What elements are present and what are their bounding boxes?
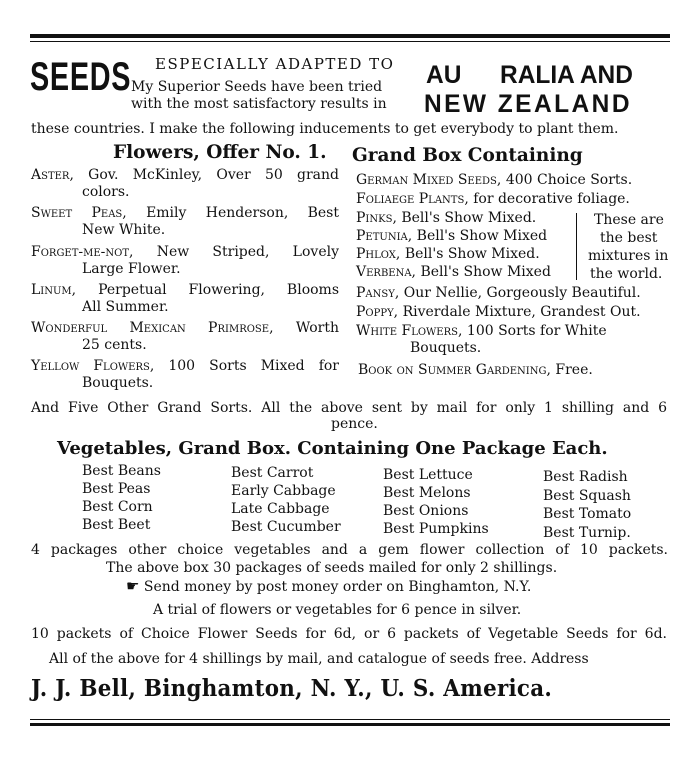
grand-item <box>356 265 551 279</box>
header-line3: with the most satisfactory results in <box>131 96 387 112</box>
flower-item-line2: 25 cents. <box>82 337 147 353</box>
grand-item <box>356 229 547 243</box>
veg-item: Best Turnip. <box>543 525 631 541</box>
top-rule-thin <box>30 41 670 42</box>
bracket-note-line: the world. <box>590 266 663 282</box>
grand-item-text: for decorative foliage. <box>473 191 630 207</box>
veg-item: Late Cabbage <box>231 501 330 517</box>
grand-item <box>356 324 607 338</box>
seeds-heading: SEEDS <box>30 55 132 99</box>
grand-item-text: Free. <box>555 362 593 378</box>
grand-item-name: Pinks, <box>356 210 397 226</box>
grand-item-text: 400 Choice Sorts. <box>505 172 633 188</box>
flower-item-line <box>31 359 339 373</box>
flower-desc: 100 Sorts Mixed for <box>168 358 339 374</box>
flower-desc: New Striped, Lovely <box>156 244 339 260</box>
veg-item: Best Peas <box>82 481 151 497</box>
flower-item-line <box>31 283 339 297</box>
grand-item <box>356 173 632 187</box>
closing-line3-text: Send money by post money order on Binghamton, N.Y. <box>143 579 532 595</box>
bracket-note-line: These are <box>594 212 664 228</box>
flower-item-line <box>31 321 339 335</box>
flower-desc: Emily Henderson, Best <box>146 205 339 221</box>
grand-item-text: 100 Sorts for White <box>466 323 607 339</box>
grand-item-text: Bell's Show Mixed. <box>401 210 537 226</box>
header-line4: these countries. I make the following inducements to get everybody to plant them. <box>31 121 619 137</box>
veg-item: Best Lettuce <box>383 467 473 483</box>
grand-item-name: German Mixed Seeds, <box>356 172 502 188</box>
header-especially: ESPECIALLY ADAPTED TO <box>155 55 395 73</box>
flower-name: Forget-me-not, <box>31 244 134 260</box>
veg-item: Best Pumpkins <box>383 521 489 537</box>
flower-name: Linum, <box>31 282 77 298</box>
veg-item: Best Carrot <box>231 465 314 481</box>
flower-desc: Worth <box>295 320 340 336</box>
flowers-heading: Flowers, Offer No. 1. <box>113 142 327 163</box>
grand-item <box>356 211 536 225</box>
flower-desc: Gov. McKinley, Over 50 grand <box>88 167 339 183</box>
grand-item-name: Phlox, <box>356 246 401 262</box>
five-other-line2: pence. <box>331 416 378 432</box>
veg-item: Best Melons <box>383 485 471 501</box>
grand-item-line2: Bouquets. <box>410 340 482 356</box>
closing-line5: 10 packets of Choice Flower Seeds for 6d, or 6 packets of Vegetable Seeds for 6d. <box>31 626 667 642</box>
grand-item-text: Bell's Show Mixed <box>416 228 548 244</box>
closing-line3 <box>126 579 531 594</box>
grand-item <box>356 247 540 261</box>
flower-item-line2: Large Flower. <box>82 261 181 277</box>
grand-item <box>356 305 641 319</box>
five-other-line1: And Five Other Grand Sorts. All the above sent by mail for only 1 shilling and 6 <box>31 400 667 416</box>
grand-item-text: Bell's Show Mixed. <box>404 246 540 262</box>
flower-item-line2: Bouquets. <box>82 375 154 391</box>
closing-line1: 4 packages other choice vegetables and a gem flower collection of 10 packets. <box>31 542 668 558</box>
flower-item-line <box>31 206 339 220</box>
flower-item-line <box>31 168 339 182</box>
grand-item-name: Poppy, <box>356 304 399 320</box>
closing-line2: The above box 30 packages of seeds mailed for only 2 shillings. <box>106 560 558 576</box>
grand-item <box>356 192 630 206</box>
grand-item-name: Foliaege Plants, <box>356 191 469 207</box>
veg-item: Best Beet <box>82 517 151 533</box>
header-line2: My Superior Seeds have been tried <box>131 79 383 95</box>
bottom-rule-thin <box>30 719 670 720</box>
grand-item-text: Our Nellie, Gorgeously Beautiful. <box>403 285 641 301</box>
bottom-rule-thick <box>30 723 670 726</box>
flower-item-line2: All Summer. <box>82 299 169 315</box>
bracket-divider <box>576 213 577 280</box>
veg-item: Early Cabbage <box>231 483 336 499</box>
grand-item-text: Riverdale Mixture, Grandest Out. <box>402 304 641 320</box>
grand-box-heading: Grand Box Containing <box>352 145 583 166</box>
grand-item-name: Book on Summer Gardening, <box>358 362 551 378</box>
flower-name: Sweet Peas, <box>31 205 127 221</box>
grand-item <box>356 286 641 300</box>
grand-item-name: Pansy, <box>356 285 400 301</box>
veg-item: Best Onions <box>383 503 469 519</box>
grand-item <box>358 363 593 377</box>
veg-item: Best Beans <box>82 463 161 479</box>
header-australia-left: AU <box>426 61 462 89</box>
veg-item: Best Corn <box>82 499 153 515</box>
veg-item: Best Radish <box>543 469 628 485</box>
veg-item: Best Cucumber <box>231 519 341 535</box>
header-australia-right: RALIA AND <box>500 61 633 89</box>
flower-name: Wonderful Mexican Primrose, <box>31 320 274 336</box>
grand-item-name: White Flowers, <box>356 323 463 339</box>
grand-item-name: Verbena, <box>356 264 417 280</box>
flower-item-line2: New White. <box>82 222 166 238</box>
advertiser-signature: J. J. Bell, Binghamton, N. Y., U. S. America. <box>31 675 553 702</box>
flower-item-line2: colors. <box>82 184 130 200</box>
header-new-zealand: NEW ZEALAND <box>424 90 632 118</box>
bracket-note-line: the best <box>600 230 658 246</box>
flower-item-line <box>31 245 339 259</box>
closing-line6: All of the above for 4 shillings by mail, and catalogue of seeds free. Address <box>49 651 589 667</box>
vegetables-heading: Vegetables, Grand Box. Containing One Package Each. <box>57 438 608 459</box>
grand-item-name: Petunia, <box>356 228 413 244</box>
closing-line4: A trial of flowers or vegetables for 6 pence in silver. <box>153 602 522 618</box>
veg-item: Best Squash <box>543 488 631 504</box>
grand-item-text: Bell's Show Mixed <box>420 264 551 280</box>
pointing-hand-icon: ☛ <box>126 577 140 595</box>
flower-name: Yellow Flowers, <box>31 358 155 374</box>
flower-name: Aster, <box>31 167 74 183</box>
flower-desc: Perpetual Flowering, Blooms <box>98 282 340 298</box>
bracket-note-line: mixtures in <box>588 248 669 264</box>
veg-item: Best Tomato <box>543 506 632 522</box>
top-rule-thick <box>30 34 670 38</box>
